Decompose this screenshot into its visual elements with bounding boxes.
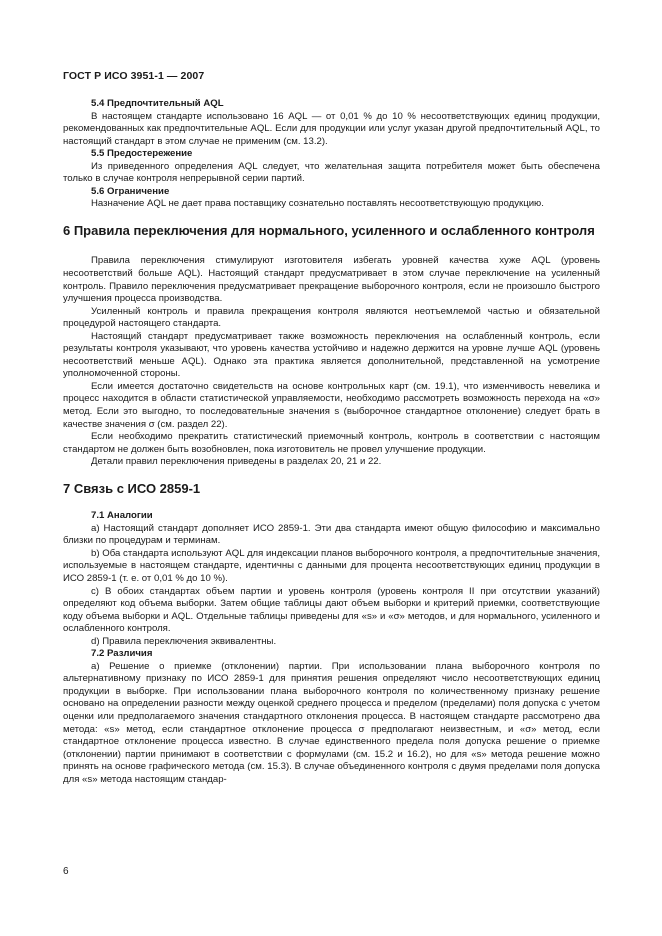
paragraph: Назначение AQL не дает права поставщику сознательно поставлять несоответствующую продукцию. [91,198,544,210]
paragraph: Если необходимо прекратить статистический приемочный контроль, контроль в соответствии с настоящим стандартом не должен быть возобновлен, пока изготовитель не провел улучшение продукции. [63,431,600,455]
subsection-title-5-4: 5.4 Предпочтительный AQL [91,98,224,109]
paragraph: В настоящем стандарте использовано 16 AQL — от 0,01 % до 10 % несоответствующих единиц продукции, рекомендованных как предпочтительные AQL. Если для продукции или услуг указан другой предпочтительный AQL, то настоящий стандарт в этом случае не применим (см. 13.2). [63,110,600,147]
page-content [63,98,600,786]
list-item: а) Решение о приемке (отклонении) партии. При использовании плана выборочного контроля по альтернативному признаку по ИСО 2859-1 для принятия решения определяют число несоответствующих единиц продукции в выборке. При использовании плана выборочного контроля по количественному признаку решение основано на определении разности между оценкой среднего процесса и пределом (пределами) поля допуска с учетом оценки или предполагаемого значения стандартного отклонения процесса. В настоящем стандарте рассмотрено два метода: «s» метод, если стандартное отклонение процесса σ предполагают неизвестным, и «σ» метод, если стандартное отклонение процесса известно. В случае единственного предела поля допуска решение о приемке (отклонении) партии принимают в соответствии с формулами (см. 15.2 и 16.2), но для «s» метода решение можно принять на основе графического метода (см. 15.3). В случае объединенного контроля с двумя пределами поля допуска для «s» метода настоящим стандар- [63,660,600,785]
paragraph: Настоящий стандарт предусматривает также возможность переключения на ослабленный контроль, если результаты контроля указывают, что уровень качества устойчиво и надежно держится на уровне лучше AQL (уровень несоответствий меньше AQL). Однако эта практика является дополнительной, представленной на усмотрение уполномоченной стороны. [63,330,600,380]
paragraph: Правила переключения стимулируют изготовителя избегать уровней качества хуже AQL (уровень несоответствий больше AQL). Настоящий стандарт предусматривает в этом случае переключение на усиленный контроль. Правило переключения предусматривает прекращение выборочного контроля, если не произошло быстрого улучшения процесса производства. [63,255,600,305]
paragraph: Детали правил переключения приведены в разделах 20, 21 и 22. [91,456,382,468]
page-number: 6 [63,866,69,877]
paragraph: Если имеется достаточно свидетельств на основе контрольных карт (см. 19.1), что изменчивость невелика и процесс находится в области статистической управляемости, необходимо рассмотреть возможность перехода на «σ» метод. Если это выгодно, то последовательные значения s (выборочное стандартное отклонение) следует брать в качестве значения σ (см. раздел 22). [63,380,600,430]
subsection-title-5-6: 5.6 Ограничение [91,185,170,197]
paragraph: Из приведенного определения AQL следует, что желательная защита потребителя может быть обеспечена только в случае контроля непрерывной серии партий. [63,160,600,185]
paragraph: Усиленный контроль и правила прекращения контроля являются неотъемлемой частью и обязательной процедурой настоящего стандарта. [63,305,600,330]
list-item: а) Настоящий стандарт дополняет ИСО 2859-1. Эти два стандарта имеют общую философию и максимально близки по процедурам и терминам. [63,522,600,547]
list-item: с) В обоих стандартах объем партии и уровень контроля (уровень контроля II при отсутствии указаний) определяют код объема выборки. Затем общие таблицы дают объем выборки и критерий приемки, соответствующие коду объема выборки и AQL. Отдельные таблицы приведены для «s» и «σ» методов, и для нормального, усиленного и ослабленного контроля. [63,585,600,635]
list-item: d) Правила переключения эквивалентны. [91,635,277,647]
section-title-6: 6 Правила переключения для нормального, усиленного и ослабленного контроля [63,222,595,238]
document-code-header: ГОСТ Р ИСО 3951-1 — 2007 [63,70,205,82]
subsection-title-7-1: 7.1 Аналогии [91,510,153,522]
list-item: b) Оба стандарта используют AQL для индексации планов выборочного контроля, а предпочтительные значения, используемые в настоящем стандарте, идентичны с данными для процента несоответствующих единиц продукции в ИСО 2859-1 (т. е. от 0,01 % до 10 %). [63,547,600,584]
section-title-7: 7 Связь с ИСО 2859-1 [63,480,201,496]
subsection-title-5-5: 5.5 Предостережение [91,148,193,160]
subsection-title-7-2: 7.2 Различия [91,648,153,660]
